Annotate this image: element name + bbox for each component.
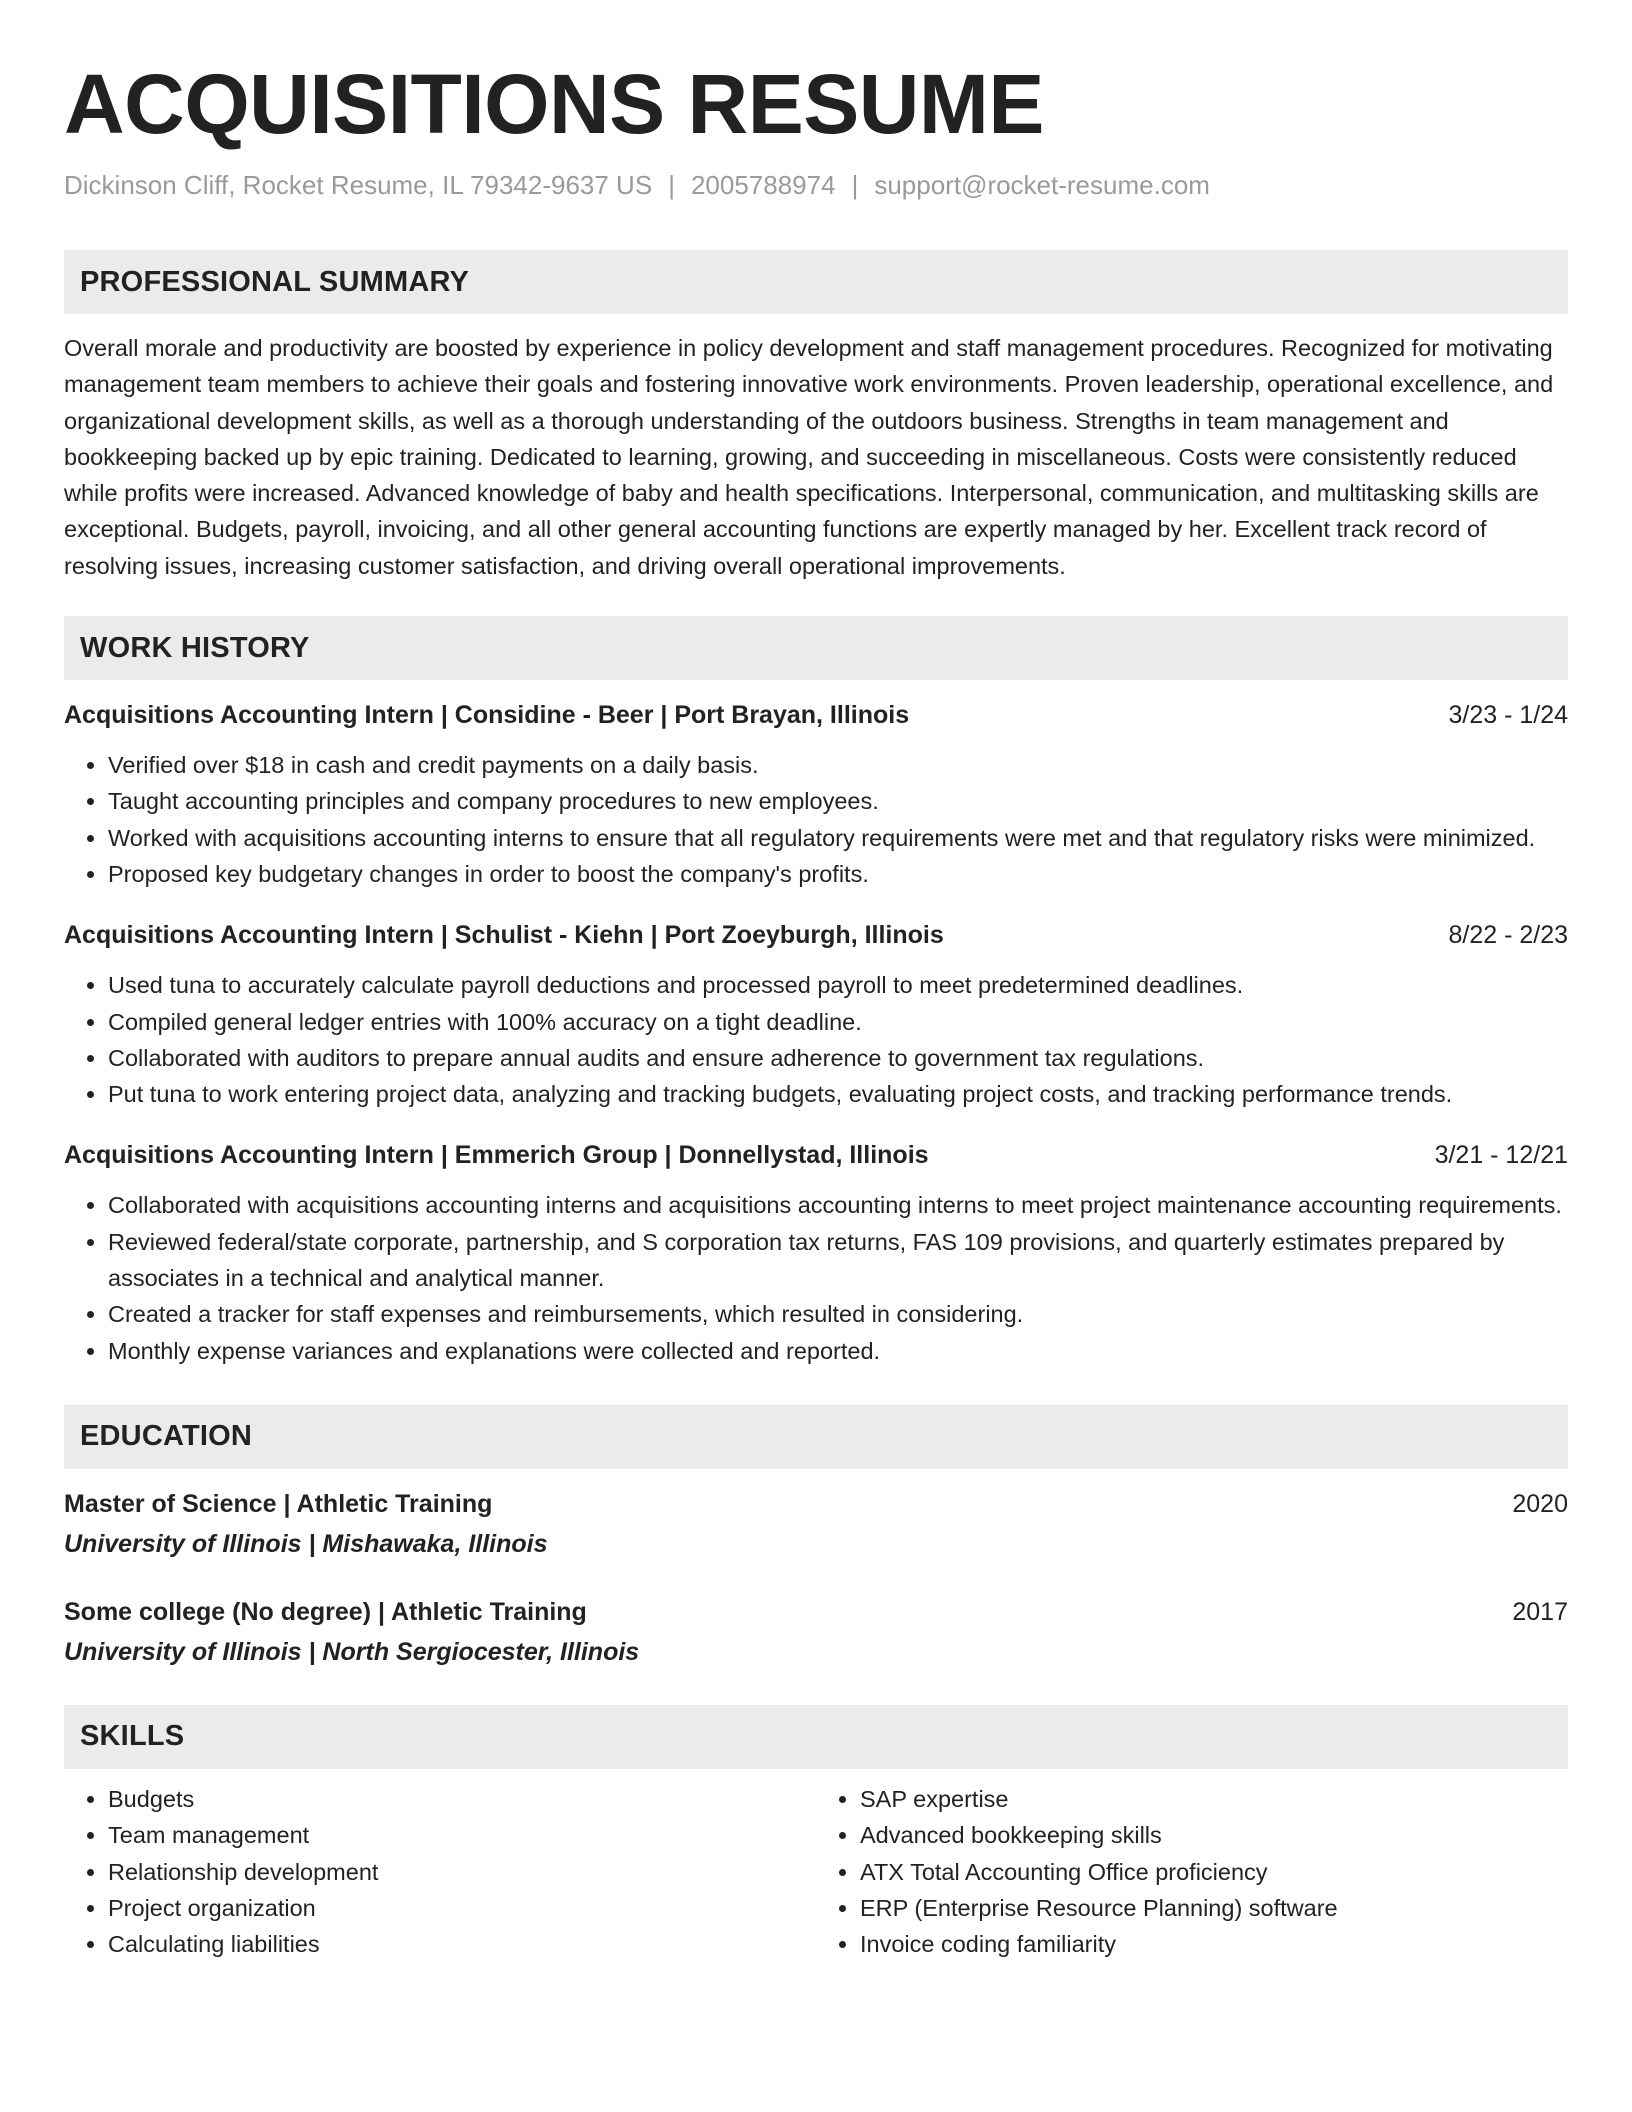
job-bullet: • Compiled general ledger entries with 100% accuracy on a tight deadline.	[108, 1004, 1568, 1040]
job-bullet: • Monthly expense variances and explanations were collected and reported.	[108, 1333, 1568, 1369]
job-bullets	[64, 747, 1568, 892]
work-history-section	[64, 616, 1568, 1369]
job-entry	[64, 918, 1568, 1112]
skill-item: • Calculating liabilities	[108, 1926, 816, 1962]
job-header	[64, 1138, 1568, 1172]
job-title: Acquisitions Accounting Intern | Emmerich Group | Donnellystad, Illinois	[64, 1141, 929, 1170]
skill-item: • ATX Total Accounting Office proficiency	[860, 1854, 1568, 1890]
contact-line	[64, 168, 1568, 202]
resume-page	[64, 0, 1568, 1962]
job-bullet: • Collaborated with auditors to prepare annual audits and ensure adherence to government tax regulations.	[108, 1040, 1568, 1076]
education-year: 2020	[1512, 1489, 1568, 1518]
job-bullet: • Worked with acquisitions accounting interns to ensure that all regulatory requirements were met and that regulatory risks were minimized.	[108, 820, 1568, 856]
skill-item: • Advanced bookkeeping skills	[860, 1817, 1568, 1853]
job-dates: 3/23 - 1/24	[1448, 701, 1568, 730]
skill-item: • Project organization	[108, 1890, 816, 1926]
education-header	[64, 1487, 1568, 1521]
education-degree: Master of Science | Athletic Training	[64, 1489, 493, 1518]
education-section	[64, 1405, 1568, 1669]
education-header	[64, 1595, 1568, 1629]
education-school: University of Illinois | Mishawaka, Illinois	[64, 1529, 548, 1558]
job-title: Acquisitions Accounting Intern | Schulist - Kiehn | Port Zoeyburgh, Illinois	[64, 921, 944, 950]
work-history-heading: WORK HISTORY	[64, 616, 1568, 680]
job-bullet: • Taught accounting principles and company procedures to new employees.	[108, 783, 1568, 819]
job-bullet: • Collaborated with acquisitions accounting interns and acquisitions accounting interns to meet project maintenance accounting requirements.	[108, 1187, 1568, 1223]
job-bullet: • Created a tracker for staff expenses and reimbursements, which resulted in considering.	[108, 1296, 1568, 1332]
job-bullets	[64, 1187, 1568, 1368]
job-entry	[64, 698, 1568, 892]
education-degree: Some college (No degree) | Athletic Training	[64, 1597, 587, 1626]
job-bullet: • Put tuna to work entering project data, analyzing and tracking budgets, evaluating project costs, and tracking performance trends.	[108, 1076, 1568, 1112]
contact-separator: |	[851, 170, 859, 200]
education-school: University of Illinois | North Sergiocester, Illinois	[64, 1637, 640, 1666]
skill-item: • Relationship development	[108, 1854, 816, 1890]
job-bullets	[64, 967, 1568, 1112]
job-entry	[64, 1138, 1568, 1368]
education-entry	[64, 1487, 1568, 1561]
skills-columns	[64, 1781, 1568, 1962]
skills-section	[64, 1705, 1568, 1962]
contact-phone[interactable]: 2005788974	[690, 170, 836, 200]
job-dates: 3/21 - 12/21	[1434, 1141, 1568, 1170]
job-bullet: • Verified over $18 in cash and credit payments on a daily basis.	[108, 747, 1568, 783]
skill-item: • SAP expertise	[860, 1781, 1568, 1817]
contact-separator: |	[668, 170, 675, 200]
summary-section	[64, 250, 1568, 584]
summary-text: Overall morale and productivity are boosted by experience in policy development and staff management procedures. Recognized for motivating management team members to achieve their goals and fostering innovative work environments. Proven leadership, operational excellence, and organizational development skills, as well as a thorough understanding of the outdoors business. Strengths in team management and bookkeeping backed up by epic training. Dedicated to learning, growing, and succeeding in miscellaneous. Costs were consistently reduced while profits were increased. Advanced knowledge of baby and health specifications. Interpersonal, communication, and multitasking skills are exceptional. Budgets, payroll, invoicing, and all other general accounting functions are expertly managed by her. Excellent track record of resolving issues, increasing customer satisfaction, and driving overall operational improvements.	[64, 335, 1554, 579]
job-title: Acquisitions Accounting Intern | Considine - Beer | Port Brayan, Illinois	[64, 701, 910, 730]
skill-item: • ERP (Enterprise Resource Planning) software	[860, 1890, 1568, 1926]
job-header	[64, 918, 1568, 952]
education-heading: EDUCATION	[64, 1405, 1568, 1469]
skills-list-left	[64, 1781, 816, 1962]
skill-item: • Budgets	[108, 1781, 816, 1817]
resume-title: ACQUISITIONS RESUME	[64, 57, 1044, 151]
summary-heading: PROFESSIONAL SUMMARY	[64, 250, 1568, 314]
job-header	[64, 698, 1568, 732]
skill-item: • Team management	[108, 1817, 816, 1853]
education-entry	[64, 1595, 1568, 1669]
contact-email[interactable]: support@rocket-resume.com	[874, 170, 1210, 200]
skill-item: • Invoice coding familiarity	[860, 1926, 1568, 1962]
job-bullet: • Reviewed federal/state corporate, partnership, and S corporation tax returns, FAS 109 provisions, and quarterly estimates prepared by associates in a technical and analytical manner.	[108, 1224, 1568, 1297]
job-dates: 8/22 - 2/23	[1448, 921, 1568, 950]
job-bullet: • Proposed key budgetary changes in order to boost the company's profits.	[108, 856, 1568, 892]
skills-list-right	[816, 1781, 1568, 1962]
contact-address: Dickinson Cliff, Rocket Resume, IL 79342-9637 US	[64, 170, 653, 200]
skills-heading: SKILLS	[64, 1705, 1568, 1769]
job-bullet: • Used tuna to accurately calculate payroll deductions and processed payroll to meet predetermined deadlines.	[108, 967, 1568, 1003]
education-year: 2017	[1512, 1597, 1568, 1626]
